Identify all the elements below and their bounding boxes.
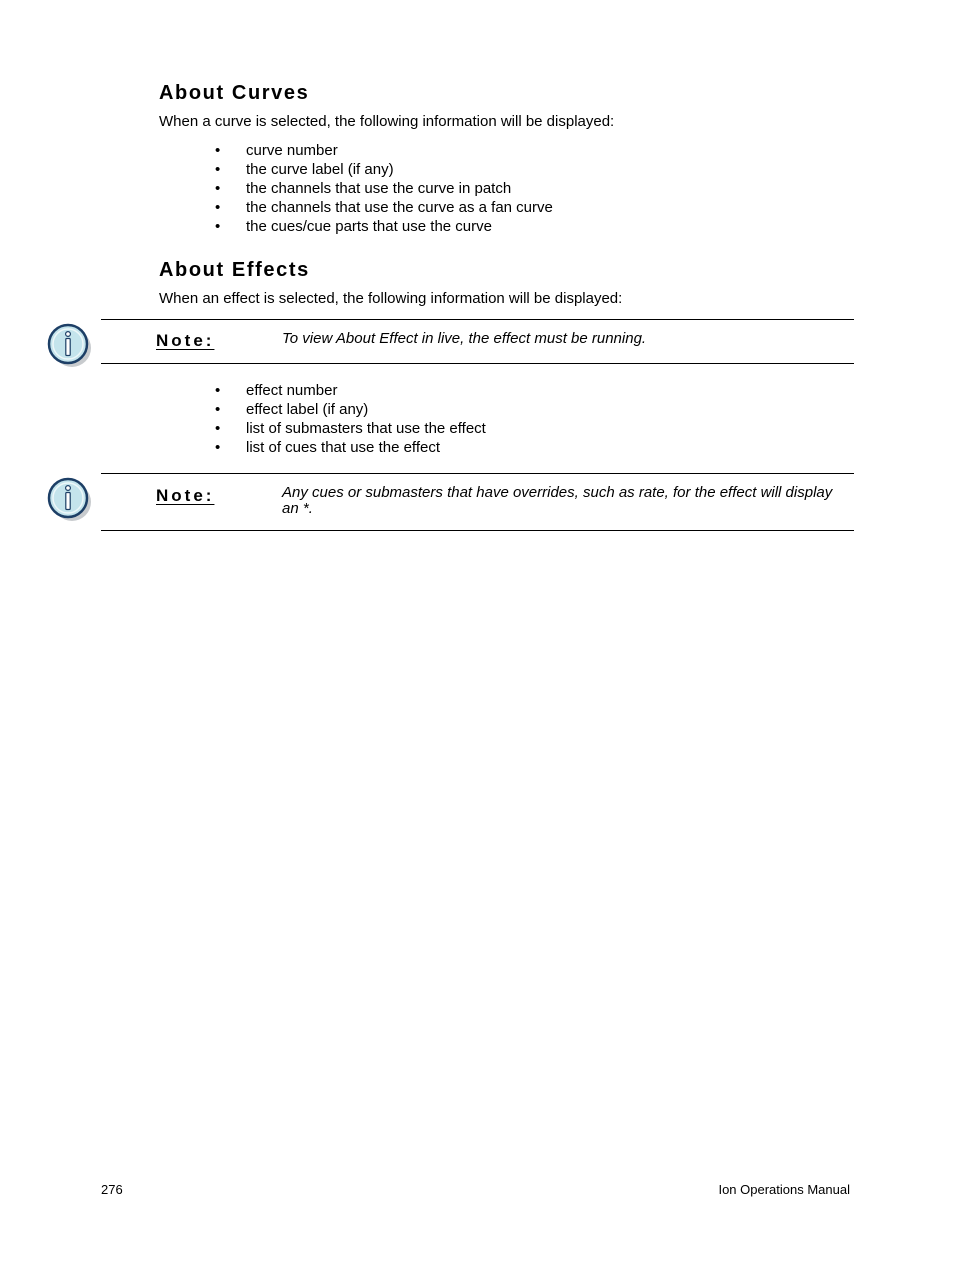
about-effects-intro: When an effect is selected, the following information will be displayed: [159,290,623,307]
bullet-icon: • [215,439,221,456]
bullet-icon: • [215,382,221,399]
info-icon [47,323,93,369]
list-item: • curve number [215,142,338,159]
note-text: Any cues or submasters that have overrides, such as rate, for the effect will display an *. [282,484,833,517]
bullet-icon: • [215,180,221,197]
about-effects-list [215,381,486,457]
list-item: • effect number [215,382,338,399]
note-box [101,473,854,531]
manual-title: Ion Operations Manual [718,1182,850,1197]
about-curves-list [215,141,553,236]
note-label: Note: [156,486,215,505]
info-icon [47,477,93,523]
list-item: • the channels that use the curve as a fan curve [215,199,553,216]
bullet-icon: • [215,420,221,437]
bullet-icon: • [215,218,221,235]
list-item: • list of submasters that use the effect [215,420,486,437]
bullet-icon: • [215,161,221,178]
list-item: • list of cues that use the effect [215,439,441,456]
heading-about-curves: About Curves [159,82,310,104]
about-curves-intro: When a curve is selected, the following information will be displayed: [159,113,615,130]
note-text: To view About Effect in live, the effect must be running. [282,330,647,347]
bullet-icon: • [215,199,221,216]
heading-about-effects: About Effects [159,259,310,281]
note-label: Note: [156,331,215,350]
note-box [101,319,854,364]
list-item: • the channels that use the curve in patch [215,180,512,197]
page-number: 276 [101,1182,123,1197]
bullet-icon: • [215,401,221,418]
bullet-icon: • [215,142,221,159]
list-item: • the curve label (if any) [215,161,394,178]
list-item: • the cues/cue parts that use the curve [215,218,492,235]
list-item: • effect label (if any) [215,401,369,418]
